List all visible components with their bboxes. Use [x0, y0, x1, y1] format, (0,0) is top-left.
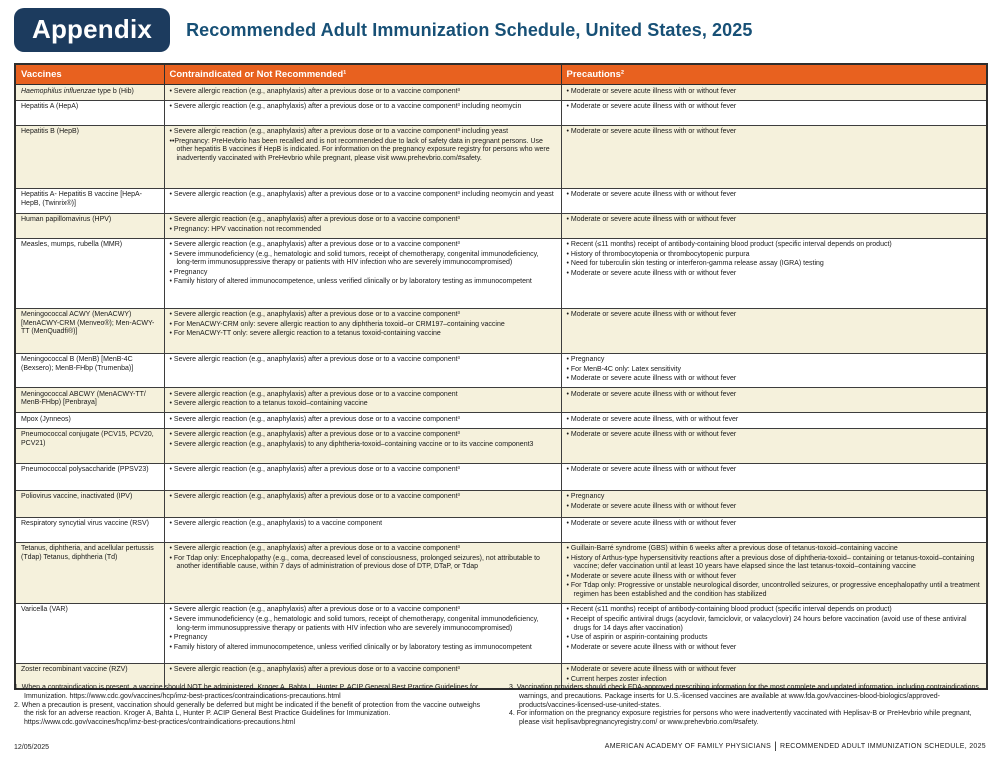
footnote: 1. When a contraindication is present, a vaccine should NOT be administered. Kroger A, Bahta L, Hunter P. ACIP General Best Practice Guidelines for Immunization. https://www.cdc.gov/vaccines/hcp/imz-best-practices/contraindications-precautions.html	[14, 684, 479, 700]
contraindicated-cell	[164, 428, 561, 463]
table-row	[15, 308, 987, 353]
precautions-cell	[561, 388, 987, 413]
bullet-item: • Family history of altered immunocompetence, unless verified clinically or by laboratory testing as immunocompetent	[169, 643, 532, 651]
bullet-item: • Current herpes zoster infection	[566, 676, 667, 683]
bullet-item: • Moderate or severe acute illness, with or without fever	[566, 415, 739, 423]
vaccine-name-cell: Hepatitis B (HepB)	[15, 125, 164, 188]
vaccine-name-cell: Meningococcal B (MenB) [MenB-4C (Bexsero); MenB-FHbp (Trumenba)]	[15, 353, 164, 388]
bullet-item: • Severe allergic reaction (e.g., anaphylaxis) after a previous dose or to a vaccine component³	[169, 606, 460, 614]
precautions-cell	[561, 125, 987, 188]
bullet-item: • Severe immunodeficiency (e.g., hematologic and solid tumors, receipt of chemotherapy, congenital immunodeficiency, long-term immunosuppressive therapy or patients with HIV infection who are severely immunocompromised)	[169, 250, 539, 267]
bullet-item: • Moderate or severe acute illness with or without fever	[566, 216, 737, 224]
table-row	[15, 213, 987, 238]
bullet-item: • For Tdap only: Encephalopathy (e.g., coma, decreased level of consciousness, prolonged seizures), not attributable to another identifiable cause, within 7 days of administration of previous dose of DTP, DTaP, or Tdap	[169, 554, 540, 571]
contraindicated-cell	[164, 603, 561, 663]
bullet-item: • For MenB-4C only: Latex sensitivity	[566, 365, 681, 373]
bullet-item: • Moderate or severe acute illness with or without fever	[566, 87, 737, 95]
footnote: 4. For information on the pregnancy exposure registries for persons who were inadvertently vaccinated with Heplisav-B or PreHevbrio while pregnant, please visit heplisavbpregnancyregistry.com/ or www.prehevbrio.com/#safety.	[509, 710, 972, 726]
vaccine-name-cell: Tetanus, diphtheria, and acellular pertussis (Tdap) Tetanus, diphtheria (Td)	[15, 542, 164, 603]
contraindicated-cell	[164, 413, 561, 429]
table-row	[15, 428, 987, 463]
table-row	[15, 85, 987, 101]
table-row	[15, 490, 987, 517]
bullet-item: • Moderate or severe acute illness with or without fever	[566, 390, 737, 398]
contraindicated-cell	[164, 85, 561, 101]
table-row	[15, 413, 987, 429]
bullet-item: • Moderate or severe acute illness with or without fever	[566, 311, 737, 319]
precautions-cell	[561, 213, 987, 238]
bullet-item: • Moderate or severe acute illness with or without fever	[566, 572, 737, 580]
vaccine-name-cell: Respiratory syncytial virus vaccine (RSV)	[15, 517, 164, 542]
bullet-item: • Severe allergic reaction (e.g., anaphylaxis) after a previous dose or to a vaccine component³	[169, 87, 460, 95]
vaccine-name-cell: Hepatitis A (HepA)	[15, 100, 164, 125]
bullet-item: • Need for tuberculin skin testing or interferon-gamma release assay (IGRA) testing	[566, 260, 824, 268]
bullet-item: • Severe allergic reaction (e.g., anaphylaxis) to any diphtheria-toxoid–containing vaccine or to its vaccine component3	[169, 440, 534, 448]
bullet-item: • Severe allergic reaction (e.g., anaphylaxis) after a previous dose or to a vaccine component³ including neomycin and yeast	[169, 191, 554, 199]
bullet-item: • Pregnancy	[566, 493, 605, 501]
precautions-cell	[561, 463, 987, 490]
contraindicated-cell	[164, 125, 561, 188]
bullet-item: • Moderate or severe acute illness with or without fever	[566, 520, 737, 528]
footnote: 3. Vaccination providers should check FDA-approved prescribing information for the most complete and updated information, including contraindications, warnings, and precautions. Package inserts for U.S.-licensed vaccines are available at www.fda.gov/vaccines-blood-biologics/approved-products/vaccines-licensed-use-united-states.	[509, 684, 981, 709]
page-footer	[14, 740, 986, 751]
vaccine-name-cell: Mpox (Jynneos)	[15, 413, 164, 429]
table-row	[15, 517, 987, 542]
precautions-cell	[561, 490, 987, 517]
bullet-item: • Moderate or severe acute illness with or without fever	[566, 643, 737, 651]
bullet-item: • Pregnancy	[169, 268, 208, 276]
bullet-item: • Moderate or severe acute illness with or without fever	[566, 502, 737, 510]
vaccine-name-cell: Meningococcal ABCWY (MenACWY-TT/ MenB-FHbp) [Penbraya]	[15, 388, 164, 413]
contraindicated-cell	[164, 213, 561, 238]
bullet-item: • History of thrombocytopenia or thrombocytopenic purpura	[566, 250, 750, 258]
bullet-item: ••Pregnancy: PreHevbrio has been recalled and is not recommended due to lack of safety data in pregnant persons. Use other hepatitis B vaccines if HepB is indicated. For information on the pregnancy exposure registry for persons who were inadvertently vaccinated with PreHevbrio while pregnant, please visit www.prehevbrio.com/#safety.	[169, 137, 550, 162]
table-row	[15, 463, 987, 490]
bullet-item: • Severe allergic reaction (e.g., anaphylaxis) after a previous dose or to a vaccine component³	[169, 241, 460, 249]
bullet-item: • For MenACWY-TT only: severe allergic reaction to a tetanus toxoid-containing vaccine	[169, 330, 441, 338]
page-title: Recommended Adult Immunization Schedule, United States, 2025	[186, 19, 753, 40]
precautions-cell	[561, 603, 987, 663]
bullet-item: • Use of aspirin or aspirin-containing products	[566, 634, 708, 642]
vaccine-name-cell: Pneumococcal conjugate (PCV15, PCV20, PCV21)	[15, 428, 164, 463]
table-row	[15, 238, 987, 308]
precautions-cell	[561, 100, 987, 125]
bullet-item: • Severe allergic reaction (e.g., anaphylaxis) to a vaccine component	[169, 520, 383, 528]
contraindicated-cell	[164, 463, 561, 490]
contraindicated-cell	[164, 353, 561, 388]
vaccine-name-cell: Pneumococcal polysaccharide (PPSV23)	[15, 463, 164, 490]
column-header-vaccines: Vaccines	[15, 64, 164, 85]
bullet-item: • Recent (≤11 months) receipt of antibody-containing blood product (specific interval depends on product)	[566, 606, 892, 614]
contraindicated-cell	[164, 542, 561, 603]
precautions-cell	[561, 353, 987, 388]
table-row	[15, 100, 987, 125]
bullet-item: • Moderate or severe acute illness with or without fever	[566, 103, 737, 111]
vaccine-name-cell: Zoster recombinant vaccine (RZV)	[15, 663, 164, 689]
bullet-item: • For Tdap only: Progressive or unstable neurological disorder, uncontrolled seizures, or progressive encephalopathy until a treatment regimen has been established and the condition has stabilized	[566, 582, 980, 598]
bullet-item: • Severe allergic reaction (e.g., anaphylaxis) after a previous dose or to a vaccine component³	[169, 545, 460, 553]
contraindicated-cell	[164, 490, 561, 517]
bullet-item: • Severe immunodeficiency (e.g., hematologic and solid tumors, receipt of chemotherapy, congenital immunodeficiency, long-term immunosuppressive therapy or patients with HIV infection who are severely immunocompromised)	[169, 616, 539, 632]
bullet-item: • Moderate or severe acute illness with or without fever	[566, 269, 737, 277]
bullet-item: • Moderate or severe acute illness with or without fever	[566, 128, 737, 136]
footnote: 2. When a precaution is present, vaccination should generally be deferred but might be indicated if the benefit of protection from the vaccine outweighs the risk for an adverse reaction. Kroger A, Bahta L, Hunter P. ACIP General Best Practice Guidelines for Immunization. https://www.cdc.gov/vaccines/hcp/imz-best-practices/contraindications-precautions.html	[14, 701, 481, 726]
table-row	[15, 542, 987, 603]
footer-date: 12/05/2025	[14, 744, 50, 751]
bullet-item: • Moderate or severe acute illness with or without fever	[566, 431, 737, 439]
bullet-item: • Severe allergic reaction (e.g., anaphylaxis) after a previous dose or to a vaccine component	[169, 390, 458, 398]
footnotes	[14, 684, 986, 728]
bullet-item: • Severe allergic reaction (e.g., anaphylaxis) after a previous dose or to a vaccine component³	[169, 666, 460, 674]
contraindicated-cell	[164, 308, 561, 353]
vaccine-name-cell: Hepatitis A- Hepatitis B vaccine [HepA-HepB, (Twinrix®)]	[15, 188, 164, 213]
precautions-cell	[561, 85, 987, 101]
vaccine-table	[14, 63, 988, 690]
footer-publisher: AMERICAN ACADEMY OF FAMILY PHYSICIANS	[604, 743, 772, 750]
vaccine-table-body	[15, 85, 987, 690]
bullet-item: • Severe allergic reaction (e.g., anaphylaxis) after a previous dose or to a vaccine component³	[169, 466, 460, 474]
precautions-cell	[561, 428, 987, 463]
column-header-contraindicated: Contraindicated or Not Recommended¹	[164, 64, 561, 85]
bullet-item: • Severe allergic reaction (e.g., anaphylaxis) after a previous dose or to a vaccine component³	[169, 493, 460, 501]
footer-separator: |	[774, 741, 777, 752]
bullet-item: • Pregnancy	[169, 634, 208, 642]
bullet-item: • Severe allergic reaction (e.g., anaphylaxis) after a previous dose or to a vaccine component³	[169, 415, 460, 423]
precautions-cell	[561, 188, 987, 213]
bullet-item: • Pregnancy: HPV vaccination not recommended	[169, 225, 321, 233]
precautions-cell	[561, 517, 987, 542]
bullet-item: • History of Arthus-type hypersensitivity reactions after a previous dose of diphtheria-toxoid– containing or tetanus-toxoid–containing vaccine; defer vaccination until at least 10 years have elapsed since the last tetanus-toxoid–containing vaccine	[566, 554, 975, 571]
precautions-cell	[561, 542, 987, 603]
vaccine-name-cell: Measles, mumps, rubella (MMR)	[15, 238, 164, 308]
contraindicated-cell	[164, 238, 561, 308]
bullet-item: • Severe allergic reaction (e.g., anaphylaxis) after a previous dose or to a vaccine component³	[169, 356, 460, 364]
bullet-item: • Severe allergic reaction (e.g., anaphylaxis) after a previous dose or to a vaccine component³	[169, 216, 460, 224]
precautions-cell	[561, 238, 987, 308]
bullet-item: • Receipt of specific antiviral drugs (acyclovir, famciclovir, or valacyclovir) 24 hours before vaccination (avoid use of these antiviral drugs for 14 days after vaccination)	[566, 616, 967, 632]
table-row	[15, 125, 987, 188]
bullet-item: • Moderate or severe acute illness with or without fever	[566, 466, 737, 474]
vaccine-name-cell: Haemophilus influenzae type b (Hib)	[15, 85, 164, 101]
bullet-item: • Pregnancy	[566, 356, 605, 364]
footnotes-right-column	[509, 684, 986, 728]
precautions-cell	[561, 413, 987, 429]
bullet-item: • Severe allergic reaction (e.g., anaphylaxis) after a previous dose or to a vaccine component³	[169, 311, 460, 319]
bullet-item: • Family history of altered immunocompetence, unless verified clinically or by laboratory testing as immunocompetent	[169, 278, 532, 286]
page-header	[14, 8, 986, 52]
table-row	[15, 188, 987, 213]
footer-publisher-line	[605, 740, 986, 751]
bullet-item: • Moderate or severe acute illness with or without fever	[566, 666, 737, 674]
table-row	[15, 353, 987, 388]
precautions-cell	[561, 308, 987, 353]
contraindicated-cell	[164, 188, 561, 213]
vaccine-name-cell: Meningococcal ACWY (MenACWY) [MenACWY-CRM (Menveo®); Men-ACWY-TT (MenQuadfi®)]	[15, 308, 164, 353]
bullet-item: • Moderate or severe acute illness with or without fever	[566, 191, 737, 199]
bullet-item: • Severe allergic reaction (e.g., anaphylaxis) after a previous dose or to a vaccine component³	[169, 431, 460, 439]
table-row	[15, 388, 987, 413]
bullet-item: • Moderate or severe acute illness with or without fever	[566, 375, 737, 383]
table-header-row	[15, 64, 987, 85]
bullet-item: • Severe allergic reaction (e.g., anaphylaxis) after a previous dose or to a vaccine component³ including yeast	[169, 128, 509, 136]
vaccine-name-cell: Poliovirus vaccine, inactivated (IPV)	[15, 490, 164, 517]
bullet-item: • Guillain-Barré syndrome (GBS) within 6 weeks after a previous dose of tetanus-toxoid–containing vaccine	[566, 545, 898, 553]
bullet-item: • Severe allergic reaction (e.g., anaphylaxis) after a previous dose or to a vaccine component³ including neomycin	[169, 103, 522, 111]
table-row	[15, 603, 987, 663]
vaccine-name-cell: Varicella (VAR)	[15, 603, 164, 663]
bullet-item: • For MenACWY-CRM only: severe allergic reaction to any diphtheria toxoid–or CRM197–containing vaccine	[169, 320, 505, 328]
vaccine-name-cell: Human papillomavirus (HPV)	[15, 213, 164, 238]
contraindicated-cell	[164, 388, 561, 413]
bullet-item: • Recent (≤11 months) receipt of antibody-containing blood product (specific interval depends on product)	[566, 241, 892, 249]
bullet-item: • Severe allergic reaction to a tetanus toxoid–containing vaccine	[169, 400, 368, 408]
footnotes-left-column	[14, 684, 491, 728]
column-header-precautions: Precautions²	[561, 64, 987, 85]
contraindicated-cell	[164, 100, 561, 125]
contraindicated-cell	[164, 517, 561, 542]
appendix-badge: Appendix	[14, 8, 170, 52]
footer-document: RECOMMENDED ADULT IMMUNIZATION SCHEDULE, 2025	[779, 743, 986, 750]
